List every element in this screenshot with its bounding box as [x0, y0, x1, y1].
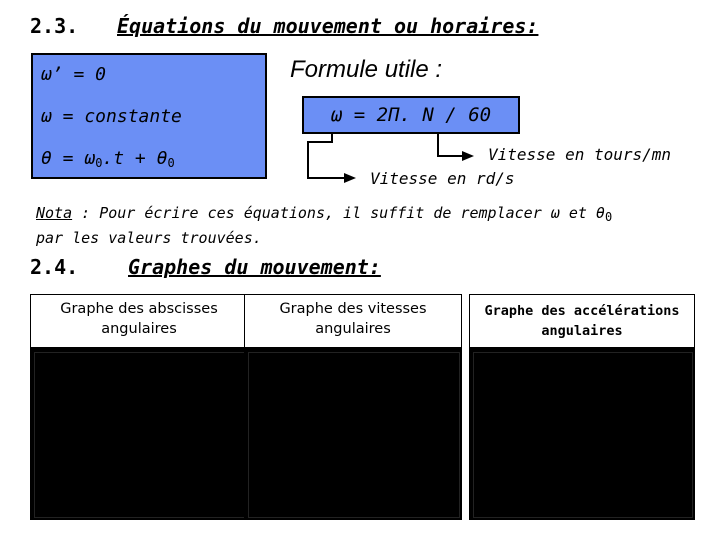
graph-title-vitesses-line2: angulaires: [315, 321, 391, 337]
graph-title-accelerations-line2: angulaires: [541, 323, 623, 339]
nota-paragraph: [36, 203, 636, 249]
graph-panel-accelerations: [469, 294, 695, 520]
equations-box: [31, 53, 267, 179]
equation-theta-sub2: 0: [167, 156, 175, 170]
caption-tours: Vitesse en tours/mn: [488, 145, 672, 164]
formule-label: Formule utile :: [290, 56, 443, 83]
graph-title-accelerations-line1: Graphe des accélérations: [484, 303, 680, 319]
caption-rd: Vitesse en rd/s: [370, 169, 515, 188]
graph-panel-vitesses: [244, 294, 462, 520]
graph-area-abscisses: [34, 352, 246, 518]
graph-title-vitesses-line1: Graphe des vitesses: [279, 301, 427, 317]
equation-omega-prime: ω’ = 0: [41, 64, 107, 85]
equation-theta-part2: .t + θ: [102, 148, 168, 169]
graph-header-accelerations: [469, 294, 695, 348]
nota-sub: 0: [604, 210, 613, 224]
equation-theta: [41, 148, 175, 170]
formula-text: ω = 2Π. N / 60: [330, 104, 492, 126]
graph-title-abscisses-line1: Graphe des abscisses: [60, 301, 218, 317]
nota-text-2: par les valeurs trouvées.: [36, 229, 262, 247]
section-title-23: Équations du mouvement ou horaires:: [117, 14, 539, 38]
equation-theta-sub1: 0: [95, 156, 103, 170]
equation-omega-constant: ω = constante: [41, 106, 182, 127]
graph-header-abscisses: [30, 294, 248, 348]
graph-header-vitesses: [244, 294, 462, 348]
arrow-rd-head: [344, 173, 356, 183]
formula-box: [302, 96, 520, 134]
graph-area-accelerations: [473, 352, 693, 518]
section-number-24: 2.4.: [30, 255, 79, 279]
section-title-24: Graphes du mouvement:: [128, 255, 381, 279]
graph-panel-abscisses: [30, 294, 248, 520]
equation-theta-part1: θ = ω: [41, 148, 96, 169]
nota-text-1: : Pour écrire ces équations, il suffit de remplacer ω et θ: [72, 204, 605, 222]
graph-area-vitesses: [248, 352, 460, 518]
section-number-23: 2.3.: [30, 14, 79, 38]
arrow-tours-line: [438, 134, 466, 156]
arrow-tours-head: [462, 151, 474, 161]
arrow-rd-line: [308, 134, 348, 178]
graph-title-abscisses-line2: angulaires: [101, 321, 177, 337]
nota-label: Nota: [36, 204, 73, 222]
